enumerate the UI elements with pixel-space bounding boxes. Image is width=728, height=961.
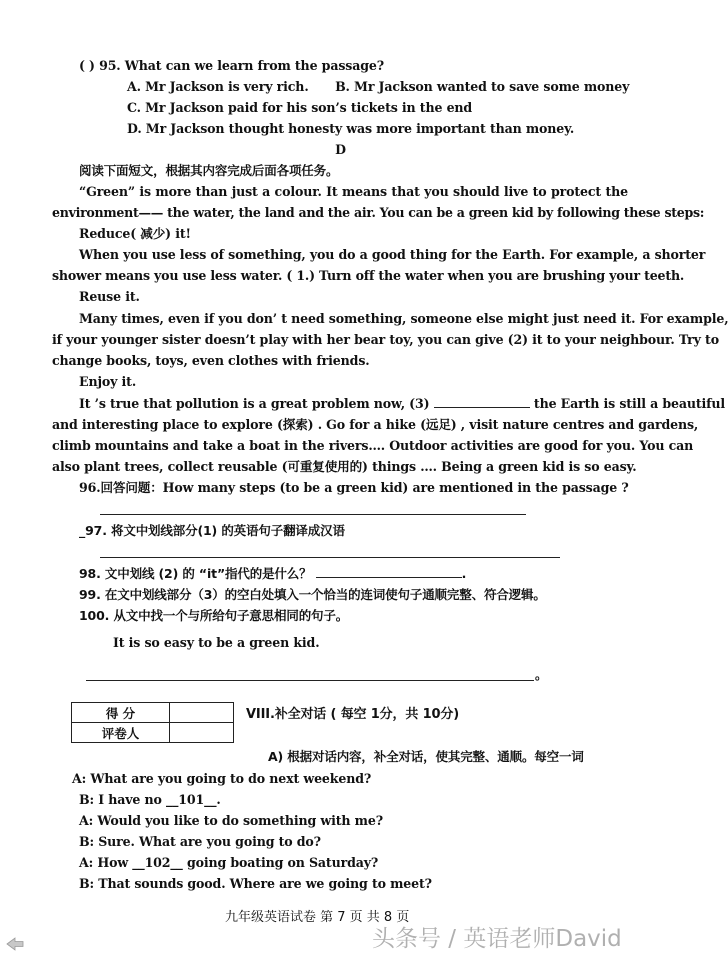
passage-p3-line1: Many times, even if you don’ t need something, someone else might just need it. For example,	[79, 311, 728, 326]
score-value-cell[interactable]	[170, 703, 234, 723]
q96-answer-line[interactable]	[100, 514, 526, 515]
passage-p4-line4: also plant trees, collect reusable (可重复使用的) things …. Being a green kid is so easy.	[52, 459, 637, 474]
q99-text: 99. 在文中划线部分（3）的空白处填入一个恰当的连词使句子通顺完整、符合逻辑。	[79, 587, 546, 602]
section-8-title: VIII.补全对话 ( 每空 1分，共 10分)	[246, 707, 460, 722]
passage-p4-line3: climb mountains and take a boat in the rivers…. Outdoor activities are good for you. You can	[52, 438, 694, 453]
q97-text: _97. 将文中划线部分(1) 的英语句子翻译成汉语	[79, 523, 345, 538]
q97-answer-line[interactable]	[100, 557, 560, 558]
passage-p2-line1: When you use less of something, you do a good thing for the Earth. For example, a shorter	[79, 247, 706, 262]
passage-p4-post: the Earth is still a beautiful	[533, 396, 726, 411]
q95-option-a	[127, 76, 629, 97]
grader-label: 评卷人	[72, 723, 170, 743]
dialog-line-4: B: Sure. What are you going to do?	[79, 834, 321, 849]
back-arrow-icon[interactable]	[6, 936, 24, 952]
passage-p4-pre: It ’s true that pollution is a great problem now, (3)	[79, 396, 430, 411]
score-table	[71, 702, 234, 743]
passage-p3-line2: if your younger sister doesn’t play with her bear toy, you can give (2) it to your neighbour. Try to	[52, 332, 719, 347]
passage-p1-line1: “Green” is more than just a colour. It means that you should live to protect the	[79, 184, 628, 199]
q98-end: .	[461, 566, 467, 581]
q100-end-mark: 。	[535, 667, 548, 682]
q98-line	[79, 563, 655, 584]
section-d-letter: D	[335, 142, 346, 157]
passage-p4-line1	[79, 393, 726, 414]
dialog-line-6: B: That sounds good. Where are we going to meet?	[79, 876, 432, 891]
blank-3[interactable]	[434, 393, 530, 408]
q95-option-c: C. Mr Jackson paid for his son’s tickets in the end	[127, 100, 473, 115]
dialog-line-3: A: Would you like to do something with me?	[79, 813, 383, 828]
q95-option-a-text: A. Mr Jackson is very rich.	[127, 79, 309, 94]
q96-text: 96.回答问题：How many steps (to be a green kid) are mentioned in the passage ?	[79, 480, 629, 495]
q100-answer-line[interactable]	[86, 680, 534, 681]
passage-p2-line2: shower means you use less water. ( 1.) Turn off the water when you are brushing your teeth.	[52, 268, 685, 283]
q100-text: 100. 从文中找一个与所给句子意思相同的句子。	[79, 608, 349, 623]
dialog-line-1: A: What are you going to do next weekend?	[72, 771, 372, 786]
passage-p1-line2: environment—— the water, the land and the air. You can be a green kid by following these steps:	[52, 205, 705, 220]
q95-stem: ( ) 95. What can we learn from the passage?	[79, 58, 384, 73]
q95-option-b-text: B. Mr Jackson wanted to save some money	[335, 79, 630, 94]
page-footer: 九年级英语试卷 第 7 页 共 8 页	[225, 910, 410, 925]
passage-heading-reduce: Reduce( 减少) it!	[79, 226, 191, 241]
passage-heading-reuse: Reuse it.	[79, 289, 140, 304]
q98-text: 98. 文中划线 (2) 的 “it”指代的是什么？	[79, 566, 312, 581]
watermark: 头条号 / 英语老师David	[372, 926, 622, 952]
score-label: 得 分	[72, 703, 170, 723]
dialog-line-5: A: How __102__ going boating on Saturday?	[79, 855, 379, 870]
passage-heading-enjoy: Enjoy it.	[79, 374, 137, 389]
passage-p3-line3: change books, toys, even clothes with friends.	[52, 353, 370, 368]
section-d-instruction: 阅读下面短文，根据其内容完成后面各项任务。	[79, 163, 339, 178]
dialog-line-2: B: I have no __101__.	[79, 792, 221, 807]
grader-value-cell[interactable]	[170, 723, 234, 743]
section-8-part-a: A) 根据对话内容，补全对话，使其完整、通顺。每空一词	[268, 749, 584, 764]
q95-option-d: D. Mr Jackson thought honesty was more important than money.	[127, 121, 575, 136]
q98-answer-blank[interactable]	[316, 563, 462, 578]
q100-given-sentence: It is so easy to be a green kid.	[113, 635, 320, 650]
passage-p4-line2: and interesting place to explore (探索) . Go for a hike (远足) , visit nature centres and gardens,	[52, 417, 699, 432]
